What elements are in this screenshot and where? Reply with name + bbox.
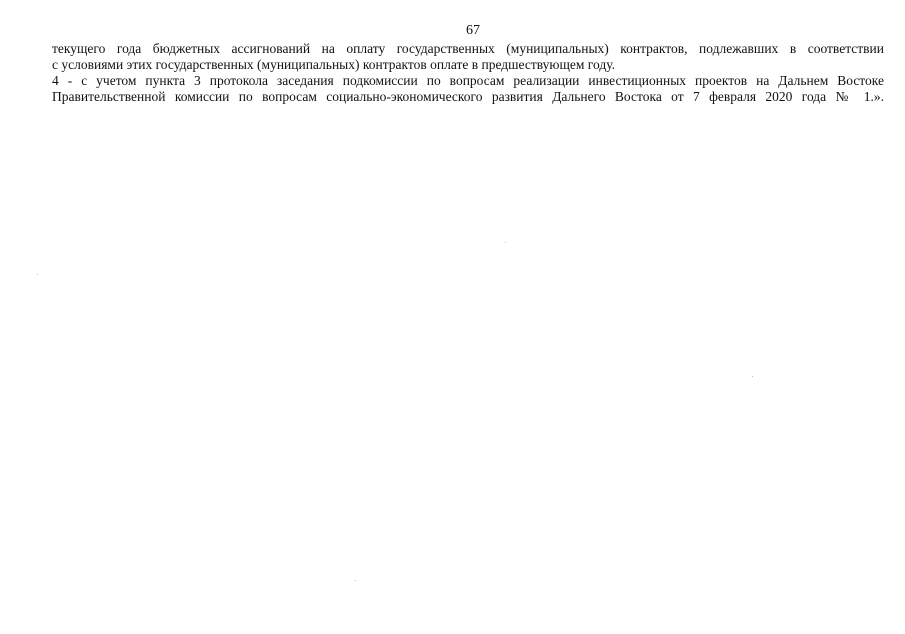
paragraph-footnote-4 (52, 73, 884, 105)
paragraph-budget-allocations (52, 41, 884, 73)
text-line: с условиями этих государственных (муниципальных) контрактов оплате в предшествующем году. (52, 57, 616, 72)
scan-speck (37, 274, 38, 275)
text-line: текущего года бюджетных ассигнований на оплату государственных (муниципальных) контрактов, подлежавших в соответствии (52, 41, 884, 56)
text-line: 4 - с учетом пункта 3 протокола заседания подкомиссии по вопросам реализации инвестиционных проектов на Дальнем Востоке (52, 73, 884, 88)
text-line: Правительственной комиссии по вопросам социально-экономического развития Дальнего Востока от 7 февраля 2020 года № 1.». (52, 89, 884, 104)
scan-speck (752, 376, 753, 377)
document-body (52, 41, 884, 105)
scan-speck (505, 242, 506, 243)
page-number: 67 (466, 23, 480, 38)
scan-speck (355, 580, 356, 581)
